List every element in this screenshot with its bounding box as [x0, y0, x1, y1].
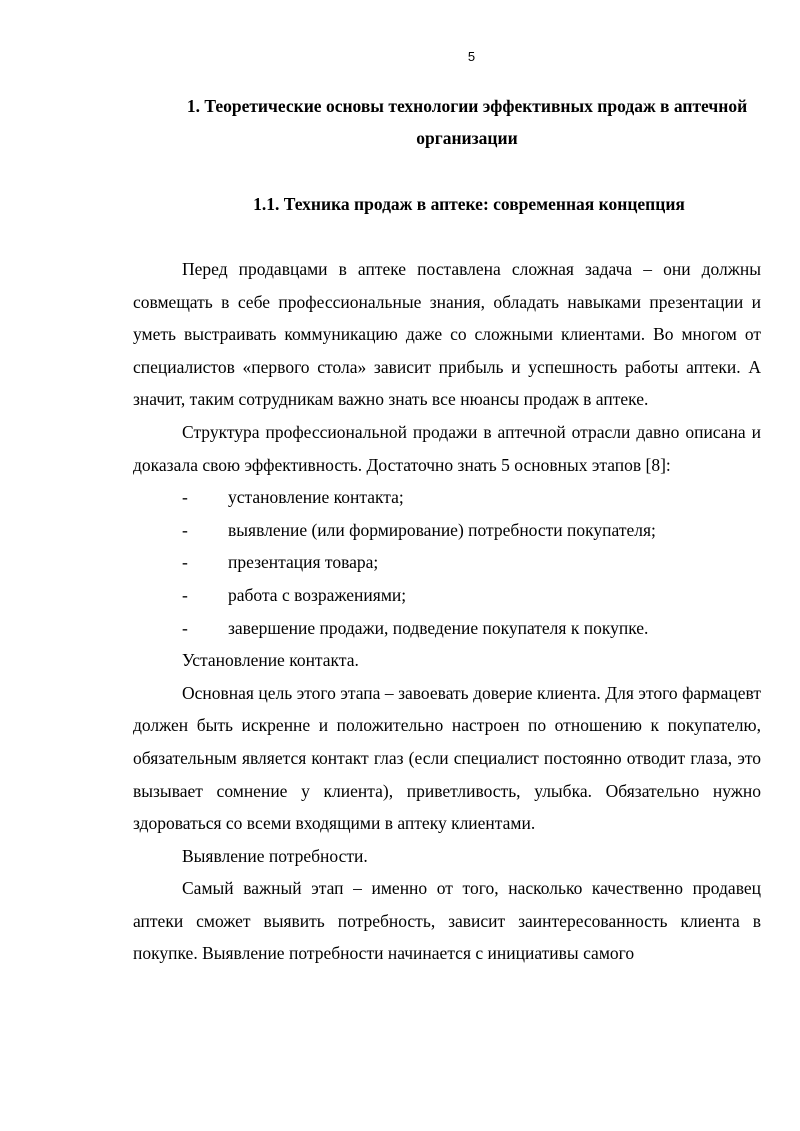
list-marker: -: [182, 552, 188, 573]
paragraph-needs-body: Самый важный этап – именно от того, насколько качественно продавец аптеки сможет выявить потребность, зависит заинтересованность клиента в покупке. Выявление потребности начинается с инициативы самого: [133, 878, 761, 964]
paragraph-contact-title: Установление контакта.: [182, 650, 359, 671]
list-marker: -: [182, 617, 188, 638]
list-marker: -: [182, 584, 188, 605]
list-item: [133, 481, 761, 514]
sales-stages-list: [133, 481, 761, 644]
list-item: [133, 579, 761, 612]
list-item: [133, 612, 761, 645]
list-item-text: работа с возражениями;: [228, 584, 407, 605]
list-item: [133, 546, 761, 579]
list-marker: -: [182, 487, 188, 508]
paragraph-structure: Структура профессиональной продажи в аптечной отрасли давно описана и доказала свою эффективность. Достаточно знать 5 основных этапов [8]:: [133, 421, 761, 475]
list-marker: -: [182, 519, 188, 540]
list-item: [133, 514, 761, 547]
paragraph-contact-body: Основная цель этого этапа – завоевать доверие клиента. Для этого фармацевт должен быть искренне и положительно настроен по отношению к покупателю, обязательным является контакт глаз (если специалист постоянно отводит глаза, это вызывает сомнение у клиента), приветливость, улыбка. Обязательно нужно здороваться со всеми входящими в аптеку клиентами.: [133, 682, 761, 834]
section-heading: 1.1. Техника продаж в аптеке: современная концепция: [253, 194, 685, 214]
paragraph-needs-title: Выявление потребности.: [182, 845, 368, 866]
list-item-text: завершение продажи, подведение покупателя к покупке.: [228, 617, 649, 638]
page-number: 5: [467, 49, 476, 64]
list-item-text: установление контакта;: [228, 487, 404, 508]
chapter-heading: 1. Теоретические основы технологии эффективных продаж в аптечной организации: [186, 96, 748, 148]
body-text: [133, 253, 761, 970]
list-item-text: выявление (или формирование) потребности покупателя;: [228, 519, 656, 540]
list-item-text: презентация товара;: [228, 552, 379, 573]
paragraph-intro: Перед продавцами в аптеке поставлена сложная задача – они должны совмещать в себе профессиональные знания, обладать навыками презентации и уметь выстраивать коммуникацию даже со сложными клиентами. Во многом от специалистов «первого стола» зависит прибыль и успешность работы аптеки. А значит, таким сотрудникам важно знать все нюансы продаж в аптеке.: [133, 259, 761, 410]
